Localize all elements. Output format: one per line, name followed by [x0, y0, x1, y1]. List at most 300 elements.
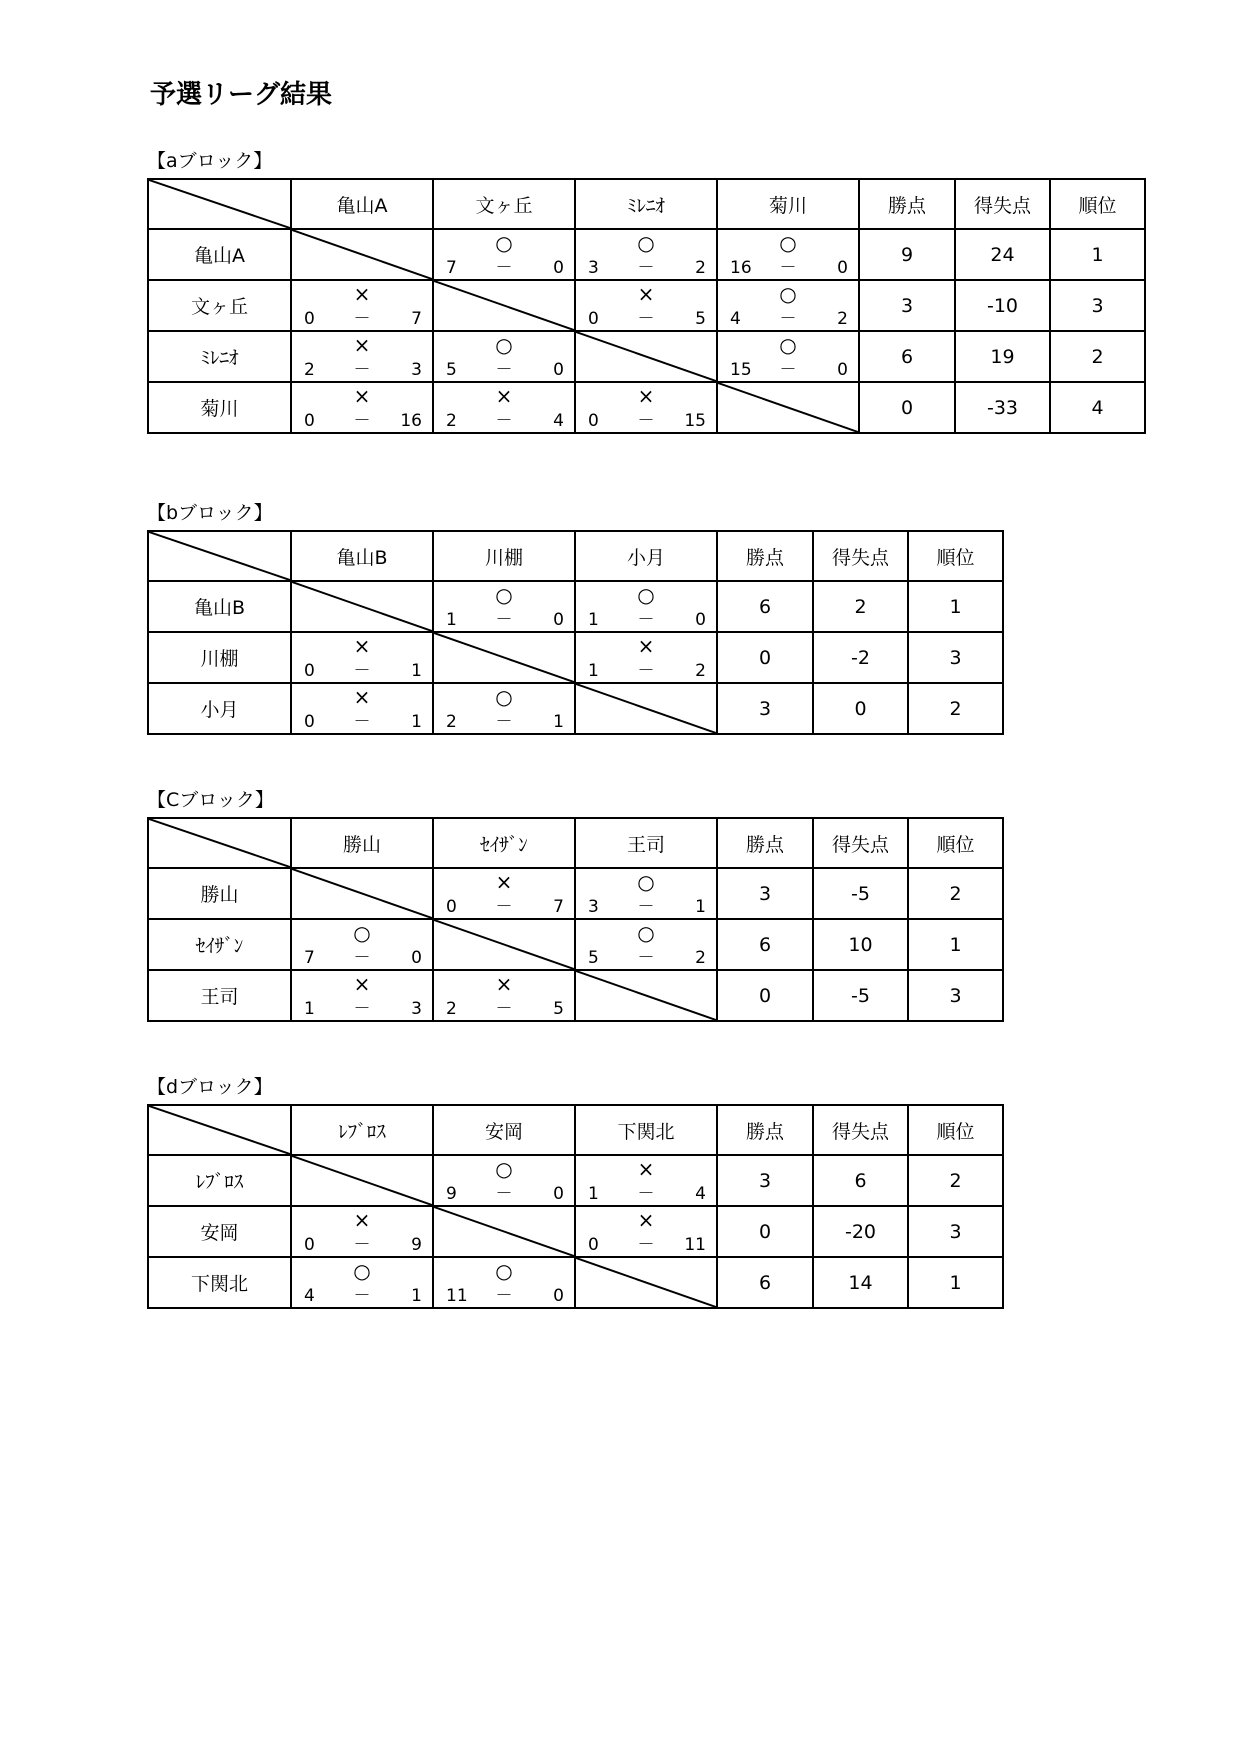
score-for: 9: [446, 1184, 457, 1204]
match-result-cell: [291, 683, 433, 734]
score-dash: －: [637, 661, 655, 681]
match-score: [434, 897, 574, 917]
match-score: [292, 712, 432, 732]
score-for: 0: [588, 1235, 599, 1255]
score-for: 3: [588, 258, 599, 278]
diagonal-line: [576, 971, 716, 1020]
rank-cell: 3: [908, 632, 1003, 683]
match-result-cell: [291, 970, 433, 1021]
match-score: [576, 610, 716, 630]
rank-cell: 2: [908, 1155, 1003, 1206]
goal-diff-cell: -5: [813, 868, 908, 919]
score-dash: －: [637, 948, 655, 968]
rank-cell: 3: [1050, 280, 1145, 331]
row-team-name: ｾｲｻﾞﾝ: [148, 919, 291, 970]
self-match-cell: [291, 868, 433, 919]
score-dash: －: [353, 948, 371, 968]
score-against: 2: [695, 661, 706, 681]
row-team-name: 亀山B: [148, 581, 291, 632]
self-match-cell: [433, 1206, 575, 1257]
score-dash: －: [495, 610, 513, 630]
score-for: 1: [588, 661, 599, 681]
block-label: 【dブロック】: [147, 1076, 273, 1098]
score-for: 0: [304, 661, 315, 681]
score-against: 1: [411, 1286, 422, 1306]
corner-cell: [148, 1105, 291, 1155]
score-against: 2: [837, 309, 848, 329]
points-cell: 6: [717, 581, 813, 632]
score-against: 1: [553, 712, 564, 732]
match-score: [292, 360, 432, 380]
score-dash: －: [637, 897, 655, 917]
team-header: 勝山: [291, 818, 433, 868]
self-match-cell: [433, 919, 575, 970]
team-row: [148, 1206, 1003, 1257]
goal-diff-header: 得失点: [813, 531, 908, 581]
score-for: 1: [446, 610, 457, 630]
result-mark: ○: [495, 583, 513, 607]
points-cell: 0: [717, 970, 813, 1021]
rank-cell: 2: [1050, 331, 1145, 382]
block-label: 【aブロック】: [147, 150, 273, 172]
score-against: 0: [837, 360, 848, 380]
match-result-cell: [433, 229, 575, 280]
block-label: 【Cブロック】: [147, 789, 274, 811]
match-result-cell: [575, 868, 717, 919]
team-header: 下関北: [575, 1105, 717, 1155]
row-team-name: 王司: [148, 970, 291, 1021]
header-row: [148, 179, 1145, 229]
score-for: 0: [304, 309, 315, 329]
score-dash: －: [353, 1235, 371, 1255]
rank-cell: 1: [908, 919, 1003, 970]
score-against: 2: [695, 258, 706, 278]
score-dash: －: [495, 360, 513, 380]
points-header: 勝点: [717, 818, 813, 868]
result-mark: ×: [495, 972, 513, 996]
match-score: [718, 360, 858, 380]
self-match-cell: [717, 382, 859, 433]
team-header: 小月: [575, 531, 717, 581]
match-result-cell: [433, 683, 575, 734]
header-row: [148, 818, 1003, 868]
match-result-cell: [291, 919, 433, 970]
rank-header: 順位: [908, 531, 1003, 581]
match-result-cell: [717, 280, 859, 331]
score-for: 0: [304, 1235, 315, 1255]
rank-cell: 3: [908, 1206, 1003, 1257]
score-against: 4: [695, 1184, 706, 1204]
league-table: [147, 178, 1146, 434]
score-dash: －: [495, 411, 513, 431]
match-result-cell: [717, 331, 859, 382]
score-for: 16: [730, 258, 752, 278]
match-result-cell: [575, 919, 717, 970]
match-result-cell: [291, 331, 433, 382]
diagonal-line: [292, 230, 432, 279]
result-mark: ○: [495, 1157, 513, 1181]
goal-diff-cell: 6: [813, 1155, 908, 1206]
score-against: 7: [411, 309, 422, 329]
self-match-cell: [575, 970, 717, 1021]
row-team-name: 小月: [148, 683, 291, 734]
match-result-cell: [575, 280, 717, 331]
score-for: 0: [304, 712, 315, 732]
rank-cell: 3: [908, 970, 1003, 1021]
result-mark: ×: [353, 1208, 371, 1232]
result-mark: ○: [637, 870, 655, 894]
score-for: 2: [304, 360, 315, 380]
match-score: [434, 1286, 574, 1306]
score-for: 2: [446, 999, 457, 1019]
score-against: 0: [411, 948, 422, 968]
row-team-name: ﾐﾚﾆｵ: [148, 331, 291, 382]
match-result-cell: [433, 868, 575, 919]
score-for: 5: [446, 360, 457, 380]
goal-diff-cell: 19: [955, 331, 1050, 382]
rank-header: 順位: [1050, 179, 1145, 229]
points-cell: 3: [859, 280, 955, 331]
score-dash: －: [779, 309, 797, 329]
diagonal-line: [576, 1258, 716, 1307]
team-header: 亀山B: [291, 531, 433, 581]
result-mark: ×: [353, 972, 371, 996]
score-for: 4: [730, 309, 741, 329]
team-row: [148, 280, 1145, 331]
score-dash: －: [353, 360, 371, 380]
team-row: [148, 331, 1145, 382]
points-header: 勝点: [859, 179, 955, 229]
diagonal-line: [292, 582, 432, 631]
score-dash: －: [353, 712, 371, 732]
score-dash: －: [495, 897, 513, 917]
result-mark: ○: [495, 1259, 513, 1283]
match-score: [576, 309, 716, 329]
score-against: 3: [411, 360, 422, 380]
diagonal-line: [149, 532, 290, 580]
goal-diff-cell: -20: [813, 1206, 908, 1257]
match-result-cell: [575, 382, 717, 433]
score-dash: －: [495, 999, 513, 1019]
score-against: 3: [411, 999, 422, 1019]
diagonal-line: [149, 819, 290, 867]
score-against: 16: [400, 411, 422, 431]
diagonal-line: [149, 1106, 290, 1154]
score-for: 7: [304, 948, 315, 968]
score-for: 1: [588, 1184, 599, 1204]
score-for: 0: [446, 897, 457, 917]
header-row: [148, 1105, 1003, 1155]
team-header: 菊川: [717, 179, 859, 229]
score-dash: －: [637, 309, 655, 329]
team-header: 安岡: [433, 1105, 575, 1155]
self-match-cell: [291, 229, 433, 280]
goal-diff-cell: 10: [813, 919, 908, 970]
diagonal-line: [434, 281, 574, 330]
points-cell: 6: [717, 1257, 813, 1308]
match-result-cell: [575, 581, 717, 632]
score-against: 15: [684, 411, 706, 431]
score-against: 0: [837, 258, 848, 278]
rank-cell: 1: [1050, 229, 1145, 280]
score-for: 0: [304, 411, 315, 431]
team-row: [148, 970, 1003, 1021]
points-cell: 3: [717, 868, 813, 919]
score-for: 5: [588, 948, 599, 968]
rank-cell: 2: [908, 683, 1003, 734]
result-mark: ×: [353, 634, 371, 658]
team-row: [148, 683, 1003, 734]
score-dash: －: [637, 1184, 655, 1204]
score-against: 1: [411, 712, 422, 732]
team-header: ｾｲｻﾞﾝ: [433, 818, 575, 868]
rank-header: 順位: [908, 818, 1003, 868]
score-dash: －: [637, 1235, 655, 1255]
result-mark: ○: [779, 282, 797, 306]
score-dash: －: [495, 1286, 513, 1306]
match-score: [292, 999, 432, 1019]
result-mark: ○: [353, 1259, 371, 1283]
match-score: [576, 258, 716, 278]
score-against: 0: [553, 1286, 564, 1306]
self-match-cell: [433, 280, 575, 331]
result-mark: ×: [495, 384, 513, 408]
team-row: [148, 382, 1145, 433]
score-against: 0: [553, 360, 564, 380]
league-table: [147, 530, 1004, 735]
score-dash: －: [353, 309, 371, 329]
team-header: 文ヶ丘: [433, 179, 575, 229]
score-for: 2: [446, 411, 457, 431]
self-match-cell: [575, 683, 717, 734]
score-dash: －: [637, 258, 655, 278]
match-score: [434, 712, 574, 732]
result-mark: ×: [353, 333, 371, 357]
score-for: 7: [446, 258, 457, 278]
corner-cell: [148, 531, 291, 581]
rank-cell: 1: [908, 581, 1003, 632]
result-mark: ×: [495, 870, 513, 894]
match-result-cell: [433, 331, 575, 382]
goal-diff-cell: -33: [955, 382, 1050, 433]
score-dash: －: [495, 712, 513, 732]
team-row: [148, 229, 1145, 280]
row-team-name: 川棚: [148, 632, 291, 683]
result-mark: ○: [495, 685, 513, 709]
match-score: [292, 309, 432, 329]
goal-diff-cell: 2: [813, 581, 908, 632]
goal-diff-header: 得失点: [813, 1105, 908, 1155]
match-result-cell: [433, 581, 575, 632]
header-row: [148, 531, 1003, 581]
score-against: 2: [695, 948, 706, 968]
match-score: [292, 948, 432, 968]
match-score: [434, 999, 574, 1019]
league-table: [147, 817, 1004, 1022]
row-team-name: ﾚﾌﾞﾛｽ: [148, 1155, 291, 1206]
points-cell: 6: [859, 331, 955, 382]
result-mark: ×: [637, 384, 655, 408]
team-row: [148, 1257, 1003, 1308]
result-mark: ×: [353, 384, 371, 408]
points-cell: 0: [859, 382, 955, 433]
score-for: 0: [588, 411, 599, 431]
match-result-cell: [575, 1206, 717, 1257]
match-result-cell: [291, 1206, 433, 1257]
team-header: ﾚﾌﾞﾛｽ: [291, 1105, 433, 1155]
diagonal-line: [576, 332, 716, 381]
match-score: [434, 610, 574, 630]
result-mark: ×: [637, 1157, 655, 1181]
match-score: [718, 258, 858, 278]
self-match-cell: [291, 581, 433, 632]
team-header: ﾐﾚﾆｵ: [575, 179, 717, 229]
score-against: 7: [553, 897, 564, 917]
self-match-cell: [575, 1257, 717, 1308]
goal-diff-cell: -10: [955, 280, 1050, 331]
self-match-cell: [291, 1155, 433, 1206]
self-match-cell: [433, 632, 575, 683]
score-against: 9: [411, 1235, 422, 1255]
match-score: [292, 411, 432, 431]
match-result-cell: [291, 632, 433, 683]
score-against: 0: [695, 610, 706, 630]
points-cell: 0: [717, 632, 813, 683]
score-dash: －: [495, 1184, 513, 1204]
match-result-cell: [433, 382, 575, 433]
goal-diff-cell: -5: [813, 970, 908, 1021]
score-dash: －: [779, 360, 797, 380]
score-against: 1: [695, 897, 706, 917]
score-dash: －: [353, 1286, 371, 1306]
match-score: [292, 661, 432, 681]
score-against: 4: [553, 411, 564, 431]
points-header: 勝点: [717, 531, 813, 581]
score-for: 15: [730, 360, 752, 380]
row-team-name: 亀山A: [148, 229, 291, 280]
result-mark: ○: [495, 231, 513, 255]
score-dash: －: [495, 258, 513, 278]
score-against: 0: [553, 258, 564, 278]
match-result-cell: [433, 1155, 575, 1206]
points-cell: 6: [717, 919, 813, 970]
match-score: [576, 1235, 716, 1255]
team-row: [148, 1155, 1003, 1206]
result-mark: ○: [353, 921, 371, 945]
match-score: [576, 661, 716, 681]
match-result-cell: [433, 1257, 575, 1308]
match-score: [292, 1286, 432, 1306]
score-against: 11: [684, 1235, 706, 1255]
result-mark: ×: [353, 685, 371, 709]
match-result-cell: [291, 280, 433, 331]
match-result-cell: [291, 1257, 433, 1308]
score-dash: －: [779, 258, 797, 278]
result-mark: ×: [637, 634, 655, 658]
score-for: 1: [304, 999, 315, 1019]
points-cell: 3: [717, 1155, 813, 1206]
score-for: 2: [446, 712, 457, 732]
row-team-name: 文ヶ丘: [148, 280, 291, 331]
result-mark: ×: [637, 1208, 655, 1232]
match-score: [576, 948, 716, 968]
goal-diff-header: 得失点: [955, 179, 1050, 229]
corner-cell: [148, 818, 291, 868]
team-row: [148, 632, 1003, 683]
row-team-name: 下関北: [148, 1257, 291, 1308]
result-mark: ○: [637, 921, 655, 945]
score-dash: －: [353, 411, 371, 431]
rank-cell: 4: [1050, 382, 1145, 433]
match-result-cell: [717, 229, 859, 280]
diagonal-line: [434, 920, 574, 969]
goal-diff-header: 得失点: [813, 818, 908, 868]
goal-diff-cell: -2: [813, 632, 908, 683]
points-cell: 0: [717, 1206, 813, 1257]
score-against: 5: [695, 309, 706, 329]
score-dash: －: [637, 610, 655, 630]
result-mark: ○: [779, 231, 797, 255]
score-dash: －: [353, 999, 371, 1019]
self-match-cell: [575, 331, 717, 382]
match-score: [292, 1235, 432, 1255]
result-mark: ○: [637, 231, 655, 255]
team-row: [148, 919, 1003, 970]
score-for: 0: [588, 309, 599, 329]
row-team-name: 菊川: [148, 382, 291, 433]
result-mark: ○: [495, 333, 513, 357]
rank-cell: 2: [908, 868, 1003, 919]
match-score: [576, 411, 716, 431]
match-result-cell: [575, 229, 717, 280]
diagonal-line: [292, 869, 432, 918]
goal-diff-cell: 24: [955, 229, 1050, 280]
result-mark: ○: [779, 333, 797, 357]
result-mark: ○: [637, 583, 655, 607]
match-score: [434, 360, 574, 380]
diagonal-line: [292, 1156, 432, 1205]
block-label: 【bブロック】: [147, 502, 273, 524]
match-score: [434, 411, 574, 431]
diagonal-line: [149, 180, 290, 228]
score-for: 1: [588, 610, 599, 630]
goal-diff-cell: 14: [813, 1257, 908, 1308]
points-cell: 3: [717, 683, 813, 734]
goal-diff-cell: 0: [813, 683, 908, 734]
score-dash: －: [353, 661, 371, 681]
team-header: 川棚: [433, 531, 575, 581]
rank-header: 順位: [908, 1105, 1003, 1155]
points-header: 勝点: [717, 1105, 813, 1155]
score-for: 4: [304, 1286, 315, 1306]
score-against: 1: [411, 661, 422, 681]
page-title: 予選リーグ結果: [150, 80, 333, 110]
row-team-name: 勝山: [148, 868, 291, 919]
diagonal-line: [718, 383, 858, 432]
team-header: 亀山A: [291, 179, 433, 229]
match-result-cell: [433, 970, 575, 1021]
score-against: 0: [553, 1184, 564, 1204]
match-score: [434, 258, 574, 278]
match-score: [718, 309, 858, 329]
team-row: [148, 868, 1003, 919]
rank-cell: 1: [908, 1257, 1003, 1308]
score-against: 5: [553, 999, 564, 1019]
league-table: [147, 1104, 1004, 1309]
score-dash: －: [637, 411, 655, 431]
diagonal-line: [576, 684, 716, 733]
team-header: 王司: [575, 818, 717, 868]
